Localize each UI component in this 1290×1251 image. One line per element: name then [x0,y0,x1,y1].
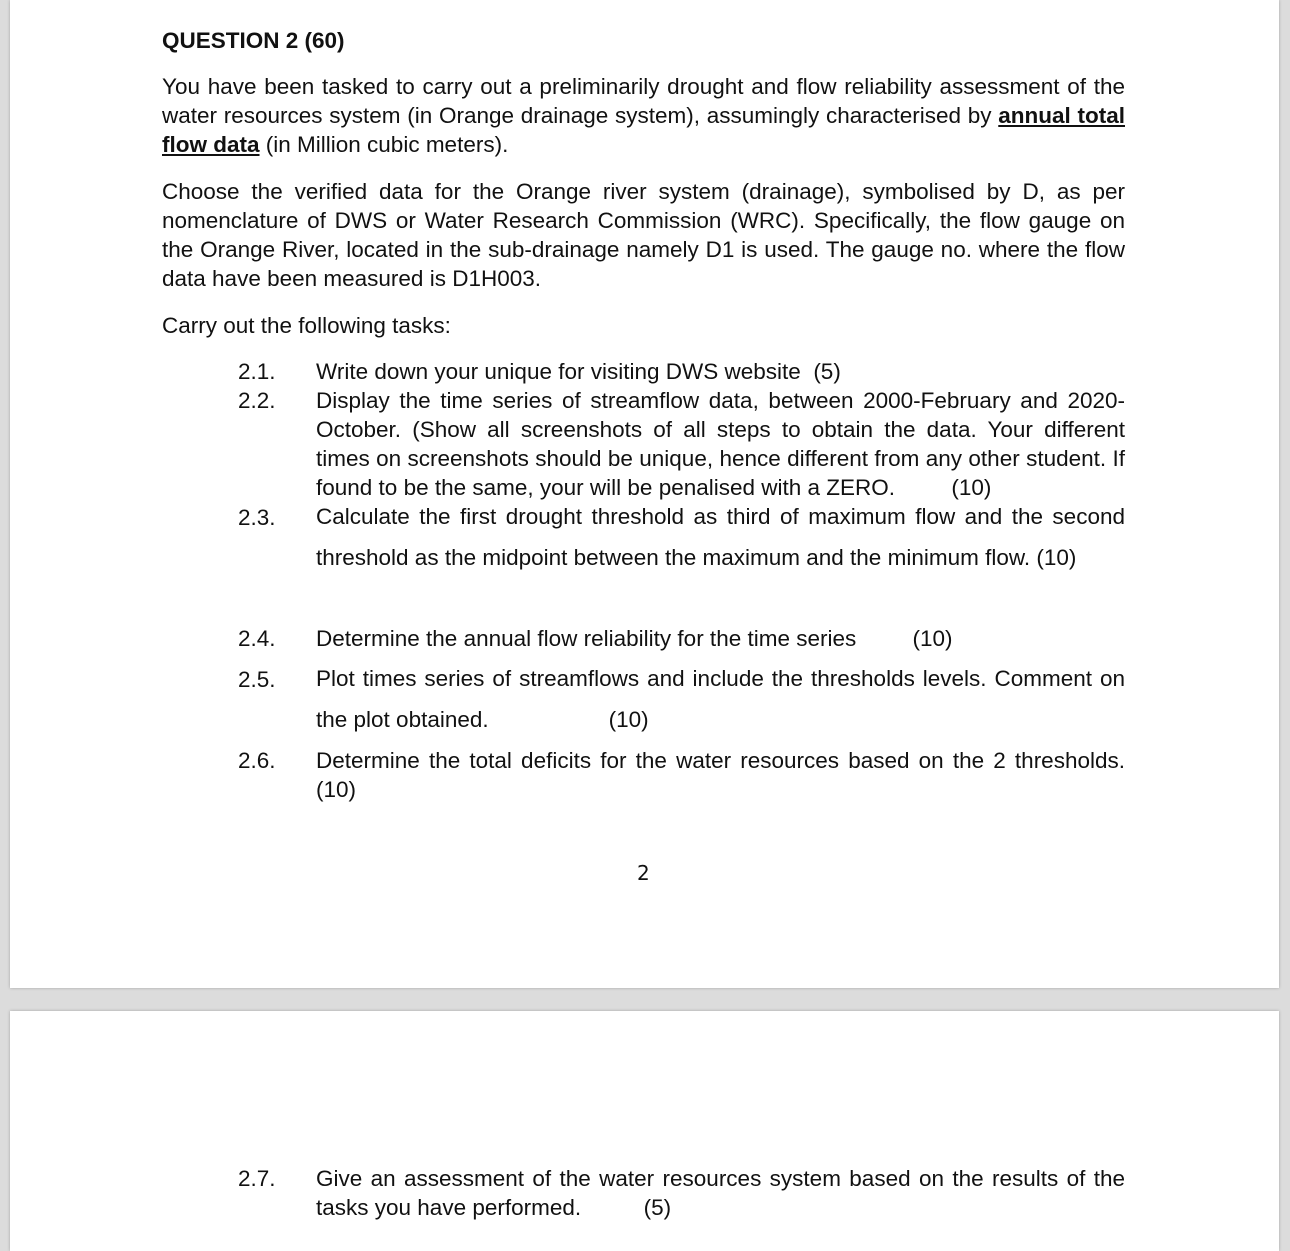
task-text: Display the time series of streamflow data, between 2000-February and 2020-October. (Show all screenshots of all steps to obtain the data. Your different times on screenshots should be unique, hence different from any other student. If found to be the same, your will be penalised with a ZERO. [316,388,1125,500]
task-2-6 [238,746,1125,806]
task-marks: (5) [643,1195,672,1220]
task-marks: (5) [813,359,841,384]
question-heading: QUESTION 2 (60) [162,28,345,53]
task-body [316,386,1125,502]
task-text: Give an assessment of the water resources system based on the results of the tasks you have performed. [316,1166,1125,1220]
task-marks: (10) [1036,544,1077,570]
task-body [316,659,1125,740]
intro-text-start: You have been tasked to carry out a preliminarily drought and flow reliability assessment of the water resources system (in Orange drainage system), assumingly characterised by [162,74,1125,128]
task-number: 2.2. [238,388,276,413]
task-marks: (10) [316,777,357,802]
task-text: Calculate the first drought threshold as third of maximum flow and the second threshold as the midpoint between the maximum and the minimum flow. [316,504,1125,570]
task-2-7 [238,1164,1125,1224]
document-page-2 [10,1011,1279,1251]
task-number: 2.6. [238,748,276,773]
task-text: Write down your unique for visiting DWS website [316,359,801,384]
task-body [316,357,1125,386]
task-number: 2.4. [238,626,276,651]
task-2-3 [238,503,1125,624]
task-marks: (10) [608,706,649,732]
tasks-intro: Carry out the following tasks: [162,313,451,338]
task-marks: (10) [951,475,992,500]
task-number: 2.3. [238,505,276,530]
task-2-5 [238,665,1125,746]
page-number: 2 [637,861,650,885]
task-number: 2.7. [238,1166,276,1191]
task-marks: (10) [912,626,953,651]
task-text: Determine the total deficits for the water resources based on the 2 thresholds. [316,748,1125,773]
intro-text-end: (in Million cubic meters). [259,132,509,157]
intro-paragraph [162,72,1125,159]
task-2-1 [238,357,1125,386]
task-body [316,624,1125,653]
task-text: Determine the annual flow reliability for the time series [316,626,857,651]
intro-emphasis: annual total flow data [162,103,1125,157]
task-number: 2.1. [238,359,276,384]
task-2-4 [238,624,1125,664]
data-source-paragraph: Choose the verified data for the Orange river system (drainage), symbolised by D, as per nomenclature of DWS or Water Research Commission (WRC). Specifically, the flow gauge on the Orange River, located in the sub-drainage namely D1 is used. The gauge no. where the flow data have been measured is D1H003. [162,179,1125,291]
document-page-1 [10,0,1279,988]
task-number: 2.5. [238,667,276,692]
task-body [316,1164,1125,1222]
task-text: Plot times series of streamflows and include the thresholds levels. Comment on the plot obtained. [316,666,1125,732]
task-2-2 [238,386,1125,502]
task-body [316,746,1125,804]
task-body [316,497,1125,578]
